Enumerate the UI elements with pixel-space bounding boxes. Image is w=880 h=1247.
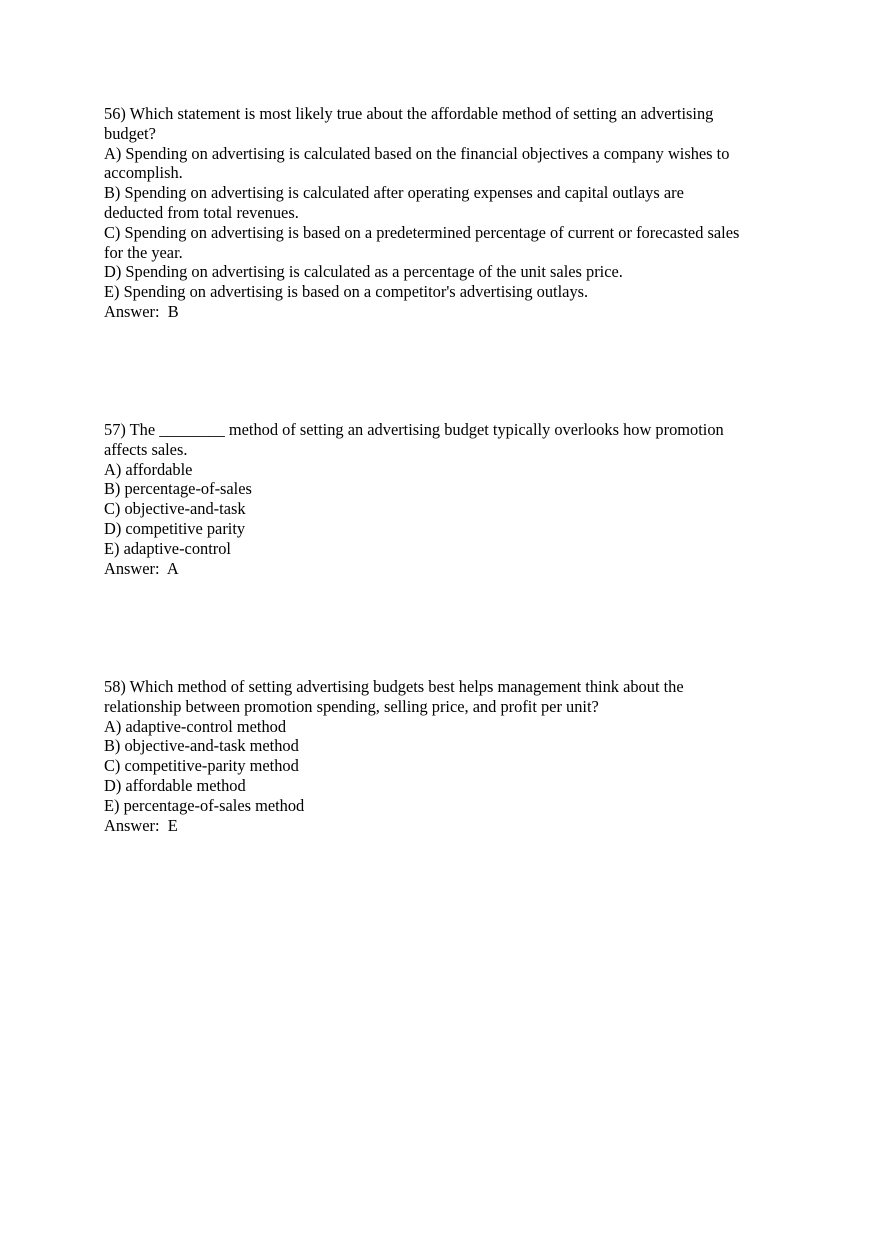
question-stem-line: relationship between promotion spending, selling price, and profit per unit?: [104, 696, 599, 716]
option-e-line: E) percentage-of-sales method: [104, 795, 305, 815]
question-58: [104, 677, 784, 835]
option-c-line: for the year.: [104, 242, 183, 262]
option-a-line: A) adaptive-control method: [104, 716, 287, 736]
answer-line: Answer: A: [104, 558, 179, 578]
option-e-line: E) adaptive-control: [104, 538, 231, 558]
option-c-line: C) competitive-parity method: [104, 756, 299, 776]
question-57: [104, 420, 784, 578]
option-c-line: C) objective-and-task: [104, 499, 246, 519]
option-d-line: D) Spending on advertising is calculated as a percentage of the unit sales price.: [104, 262, 623, 282]
option-b-line: B) Spending on advertising is calculated after operating expenses and capital outlays are: [104, 183, 684, 203]
question-stem-line: affects sales.: [104, 439, 188, 459]
option-d-line: D) competitive parity: [104, 518, 246, 538]
question-stem-line: 56) Which statement is most likely true about the affordable method of setting an advertising: [104, 104, 714, 123]
question-stem-line: 57) The ________ method of setting an advertising budget typically overlooks how promotion: [104, 420, 724, 439]
question-56: [104, 104, 784, 322]
option-d-line: D) affordable method: [104, 775, 246, 795]
option-c-line: C) Spending on advertising is based on a predetermined percentage of current or forecasted sales: [104, 222, 740, 242]
option-b-line: B) percentage-of-sales: [104, 479, 252, 499]
option-b-line: deducted from total revenues.: [104, 202, 299, 222]
option-a-line: A) Spending on advertising is calculated based on the financial objectives a company wishes to: [104, 143, 730, 163]
question-stem-line: 58) Which method of setting advertising budgets best helps management think about the: [104, 677, 684, 696]
option-b-line: B) objective-and-task method: [104, 736, 299, 756]
answer-line: Answer: B: [104, 301, 179, 321]
option-a-line: accomplish.: [104, 163, 183, 183]
question-stem-line: budget?: [104, 123, 156, 143]
answer-line: Answer: E: [104, 815, 178, 835]
option-a-line: A) affordable: [104, 459, 193, 479]
option-e-line: E) Spending on advertising is based on a competitor's advertising outlays.: [104, 282, 589, 302]
